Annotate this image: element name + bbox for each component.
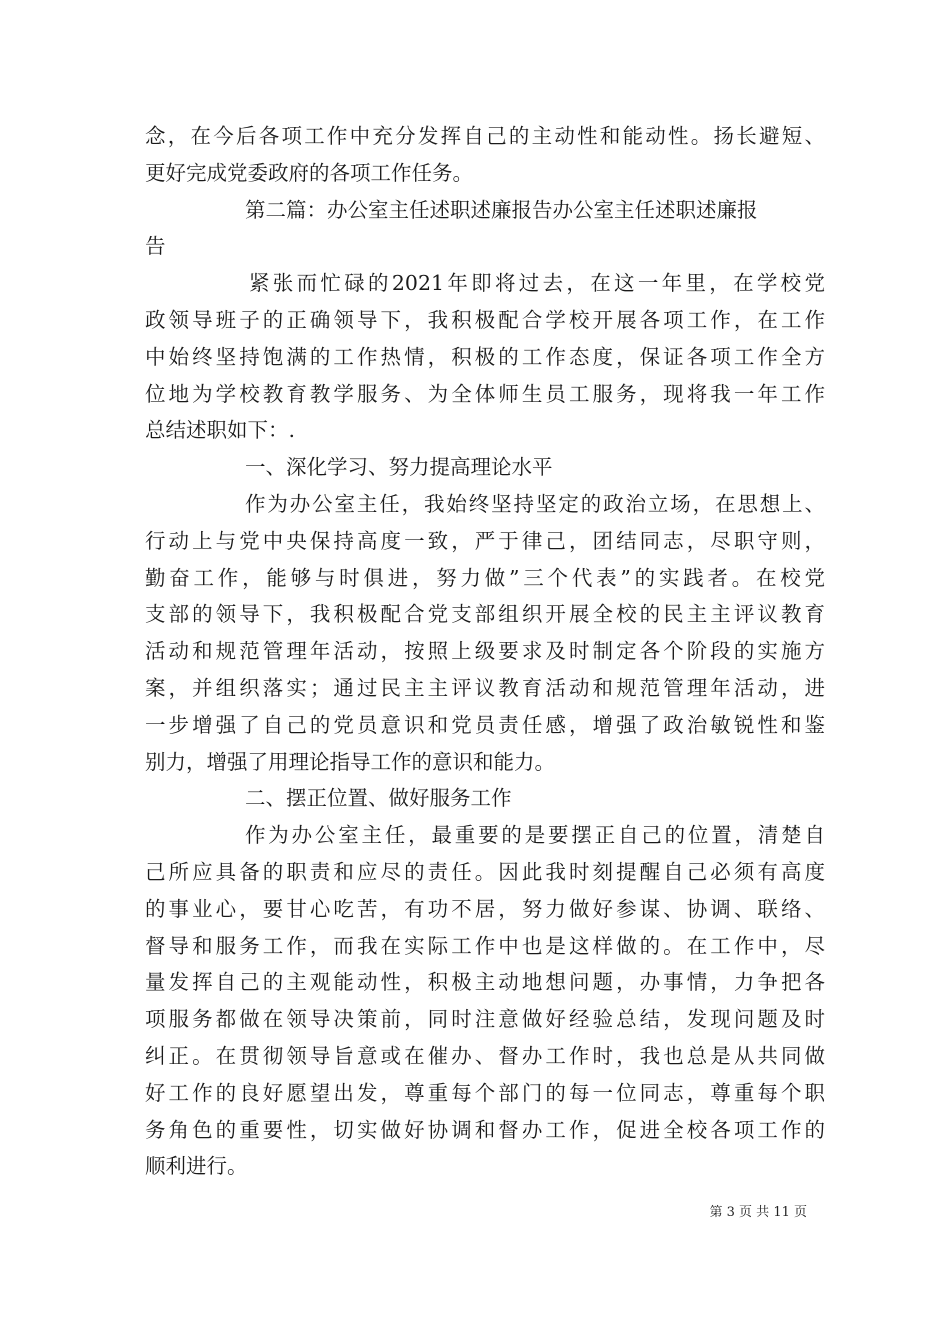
title-line: 第二篇：办公室主任述职述廉报告办公室主任述职述廉报 [245,197,758,222]
text-line: 中始终坚持饱满的工作热情，积极的工作态度，保证各项工作全方 [145,344,825,369]
text-line: 案，并组织落实；通过民主主评议教育活动和规范管理年活动，进 [145,675,825,700]
text-line: 量发挥自己的主观能动性，积极主动地想问题，办事情，力争把各 [145,970,825,995]
section-heading-1 [145,449,825,486]
text-line: 作为办公室主任，我始终坚持坚定的政治立场，在思想上、 [245,491,825,516]
text-line: 项服务都做在领导决策前，同时注意做好经验总结，发现问题及时 [145,1007,825,1032]
text-line: 政领导班子的正确领导下，我积极配合学校开展各项工作，在工作 [145,307,825,332]
paragraph-intro [145,265,825,449]
text-line: 勤奋工作，能够与时俱进，努力做”三个代表”的实践者。在校党 [145,565,825,590]
text-line: 活动和规范管理年活动，按照上级要求及时制定各个阶段的实施方 [145,639,825,664]
text-line: 位地为学校教育教学服务、为全体师生员工服务，现将我一年工作 [145,381,825,406]
heading-line: 一、深化学习、努力提高理论水平 [245,455,553,480]
text-line: 纠正。在贯彻领导旨意或在催办、督办工作时，我也总是从共同做 [145,1043,825,1068]
paragraph-service [145,817,825,1185]
text-line: 一步增强了自己的党员意识和党员责任感，增强了政治敏锐性和鉴 [145,712,825,737]
section-heading-2 [145,780,825,817]
text-line: 好工作的良好愿望出发，尊重每个部门的每一位同志，尊重每个职 [145,1080,825,1105]
text-line: 顺利进行。 [145,1154,248,1179]
paragraph-continuation [145,118,825,192]
title-line: 告 [145,234,166,259]
page-number: 第 3 页 共 11 页 [709,1205,807,1220]
text-line: 紧张而忙碌的2021年即将过去，在这一年里，在学校党 [249,271,825,296]
heading-line: 二、摆正位置、做好服务工作 [245,786,512,811]
text-line: 支部的领导下，我积极配合党支部组织开展全校的民主主评议教育 [145,602,825,627]
text-line: 己所应具备的职责和应尽的责任。因此我时刻提醒自己必须有高度 [145,859,825,884]
text-line: 念，在今后各项工作中充分发挥自己的主动性和能动性。扬长避短、 [145,124,825,148]
text-line: 行动上与党中央保持高度一致，严于律己，团结同志，尽职守则， [145,528,825,553]
text-line: 务角色的重要性，切实做好协调和督办工作，促进全校各项工作的 [145,1117,825,1142]
text-line: 总结述职如下：. [145,418,296,443]
text-line: 别力，增强了用理论指导工作的意识和能力。 [145,749,555,774]
text-line: 的事业心，要甘心吃苦，有功不居，努力做好参谋、协调、联络、 [145,896,825,921]
text-line: 督导和服务工作，而我在实际工作中也是这样做的。在工作中，尽 [145,933,825,958]
document-body [145,118,825,1185]
paragraph-study [145,486,825,780]
section-title [145,192,825,266]
text-line: 更好完成党委政府的各项工作任务。 [145,160,473,185]
text-line: 作为办公室主任，最重要的是要摆正自己的位置，清楚自 [245,823,825,848]
